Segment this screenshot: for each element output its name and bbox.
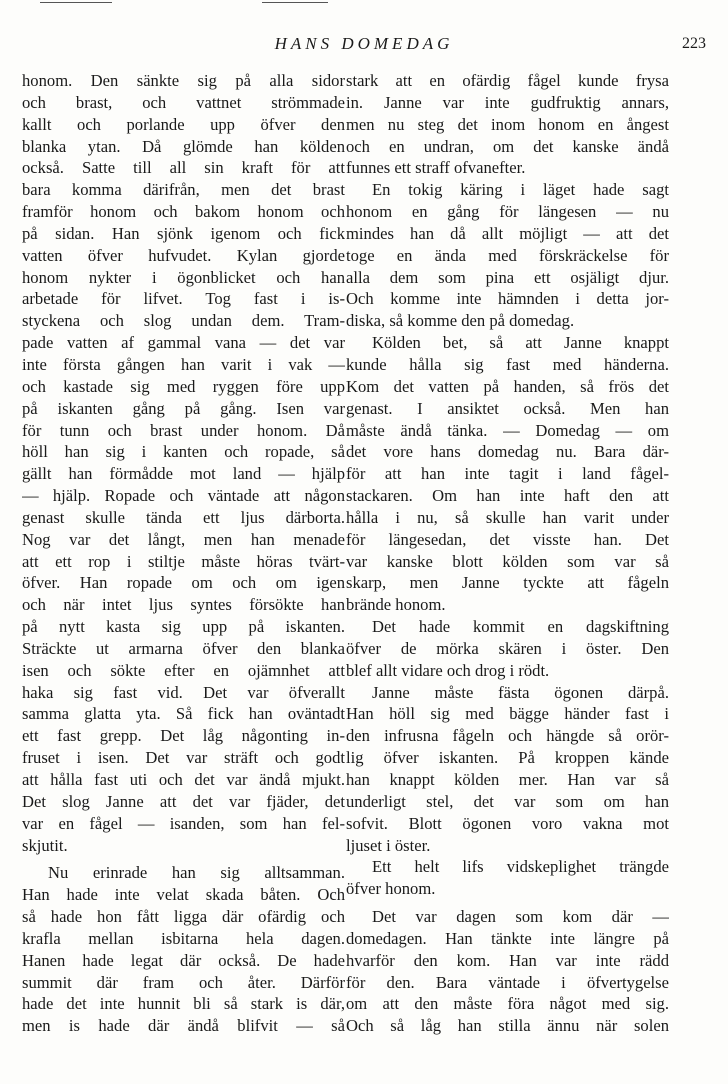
text-line: ett fast grepp. Det låg någonting in- <box>22 726 345 746</box>
text-line: pade vatten af gammal vana — det var <box>22 333 345 353</box>
text-line: genast skulle tända ett ljus därborta. <box>22 507 345 527</box>
text-line: Och komme inte hämnden i detta jor- <box>346 289 669 309</box>
text-line: in. Janne var inte gudfruktig annars, <box>346 92 669 112</box>
text-line: skarp, men Janne tyckte att fågeln <box>346 573 669 593</box>
text-line: summit där fram och åter. Därför <box>22 972 345 992</box>
text-line: domedagen. Han tänkte inte längre på <box>346 928 669 948</box>
text-line: Kölden bet, så att Janne knappt <box>372 333 669 353</box>
text-line: han knappt kölden mer. Han var så <box>346 770 669 789</box>
text-line: och kastade sig med ryggen före upp <box>22 376 345 396</box>
text-line: var kanske blott kölden som var så <box>346 551 669 571</box>
text-line: En tokig käring i läget hade sagt <box>372 180 669 200</box>
text-line: hvarför den kom. Han var inte rädd <box>346 950 669 970</box>
text-line: Han hade inte velat skada båten. Och <box>22 885 345 905</box>
text-line: Det var dagen som kom där — <box>372 907 669 927</box>
text-line: det vore hans domedag nu. Bara där- <box>346 442 669 462</box>
text-line: honom nykter i ögonblicket och han <box>22 267 345 287</box>
text-line: måste ändå tänka. — Domedag — om <box>346 420 669 440</box>
text-line: Han höll sig med bägge händer fast i <box>346 704 669 724</box>
text-line: inte första gången han varit i vak — <box>22 354 345 374</box>
text-line: haka sig fast vid. Det var öfverallt <box>22 682 345 702</box>
text-line: funnes ett straff ofvanefter. <box>346 158 526 178</box>
text-line: styckena och slog undan dem. Tram- <box>22 311 345 331</box>
text-line: mindes han då allt möjligt — att det <box>346 223 669 243</box>
text-line: alla dem som pina ett osjäligt djur. <box>346 267 669 287</box>
text-line: den infrusna fågeln och hängde så orör- <box>346 726 669 746</box>
text-column-left <box>22 70 345 1037</box>
page-header <box>22 34 706 58</box>
text-line: och brast, och vattnet strömmade <box>22 92 345 112</box>
text-line: brände honom. <box>346 595 446 615</box>
text-line: för längesedan, det visste han. Det <box>346 529 669 549</box>
text-line: att ett rop i stiltje måste höras tvärt- <box>22 551 345 571</box>
text-line: Kom det vatten på handen, så frös det <box>346 376 669 396</box>
text-line: om att den måste föra något med sig. <box>346 994 669 1014</box>
text-line: på sidan. Han sjönk igenom och fick <box>22 223 345 243</box>
text-line: men nu steg det inom honom en ångest <box>346 114 669 134</box>
text-line: Ett helt lifs vidskeplighet trängde <box>372 857 669 877</box>
scan-artifact-left <box>40 2 112 3</box>
text-line: kunde hålla sig fast med händerna. <box>346 354 669 374</box>
text-line: för den. Bara väntade i öfvertygelse <box>346 972 669 992</box>
text-line: blef allt vidare och drog i rödt. <box>346 660 550 680</box>
text-line: för tunn och brast under honom. Då <box>22 420 345 440</box>
text-line: stackaren. Om han inte haft den att <box>346 486 669 506</box>
text-line: men is hade där ändå blifvit — så <box>22 1016 345 1036</box>
text-line: isen och sökte efter en ojämnhet att <box>22 660 345 680</box>
running-head: HANS DOMEDAG <box>274 34 454 53</box>
text-line: bara komma därifrån, men det brast <box>22 180 345 200</box>
text-line: skjutit. <box>22 835 68 855</box>
page-number: 223 <box>682 35 706 52</box>
text-line: fruset i isen. Det var sträft och godt <box>22 748 345 768</box>
text-line: Hanen hade legat där också. De hade <box>22 950 345 970</box>
text-line: arbetade för lifvet. Tog fast i is- <box>22 289 345 309</box>
text-line: lig öfver iskanten. På kroppen kände <box>346 748 669 768</box>
text-line: Det slog Janne att det var fjäder, det <box>22 791 345 811</box>
text-line: vatten öfver hufvudet. Kylan gjorde <box>22 245 345 265</box>
text-line: framför honom och bakom honom och <box>22 202 345 222</box>
scan-artifact-center <box>262 2 328 3</box>
text-line: Och så låg han stilla ännu när solen <box>346 1016 669 1036</box>
text-line: öfver honom. <box>346 879 436 899</box>
text-line: sofvit. Blott ögonen voro vakna mot <box>346 813 669 833</box>
text-line: blanka ytan. Då glömde han kölden <box>22 136 345 156</box>
text-line: Nog var det långt, men han menade <box>22 529 345 549</box>
text-line: diska, så komme den på domedag. <box>346 311 575 331</box>
text-line: stark att en ofärdig fågel kunde frysa <box>346 71 669 90</box>
text-line: höll han sig i kanten och ropade, så <box>22 442 345 462</box>
text-line: hålla i nu, så skulle han varit under <box>346 507 669 527</box>
text-line: och en undran, om det kanske ändå <box>346 136 669 156</box>
text-line: också. Satte till all sin kraft för att <box>22 158 345 178</box>
text-line: genast. I ansiktet också. Men han <box>346 398 669 418</box>
text-line: och när intet ljus syntes försökte han <box>22 595 345 615</box>
text-line: toge en ända med förskräckelse för <box>346 245 669 265</box>
text-line: Sträckte ut armarna öfver den blanka <box>22 638 345 658</box>
text-line: att hålla fast uti och det var ändå mjukt. <box>22 770 345 789</box>
text-line: Janne måste fästa ögonen därpå. <box>372 682 669 702</box>
text-line: var en fågel — isanden, som han fel- <box>22 813 345 833</box>
text-line: gällt han förmådde mot land — hjälp <box>22 464 345 484</box>
text-line: hade det inte hunnit bli så stark is där, <box>22 994 345 1014</box>
text-line: öfver. Han ropade om och om igen <box>22 573 345 593</box>
text-line: Det hade kommit en dagskiftning <box>372 617 669 637</box>
text-line: kallt och porlande upp öfver den <box>22 114 345 134</box>
text-line: honom en gång för längesen — nu <box>346 202 669 222</box>
text-line: på nytt kasta sig upp på iskanten. <box>22 617 345 637</box>
text-line: honom. Den sänkte sig på alla sidor <box>22 71 345 90</box>
text-line: för att han inte tagit i land fågel- <box>346 464 669 484</box>
text-line: underligt stel, det var som om han <box>346 791 669 811</box>
text-line: krafla mellan isbitarna hela dagen. <box>22 928 345 948</box>
text-line: ljuset i öster. <box>346 835 431 855</box>
text-line: på iskanten gång på gång. Isen var <box>22 398 345 418</box>
text-line: så hade hon fått ligga där ofärdig och <box>22 907 345 927</box>
text-line: samma glatta yta. Så fick han oväntadt <box>22 704 345 724</box>
text-line: — hjälp. Ropade och väntade att någon <box>22 486 345 506</box>
text-column-right <box>346 70 669 1037</box>
text-line: öfver de mörka skären i öster. Den <box>346 638 669 658</box>
text-line: Nu erinrade han sig alltsamman. <box>48 863 345 883</box>
